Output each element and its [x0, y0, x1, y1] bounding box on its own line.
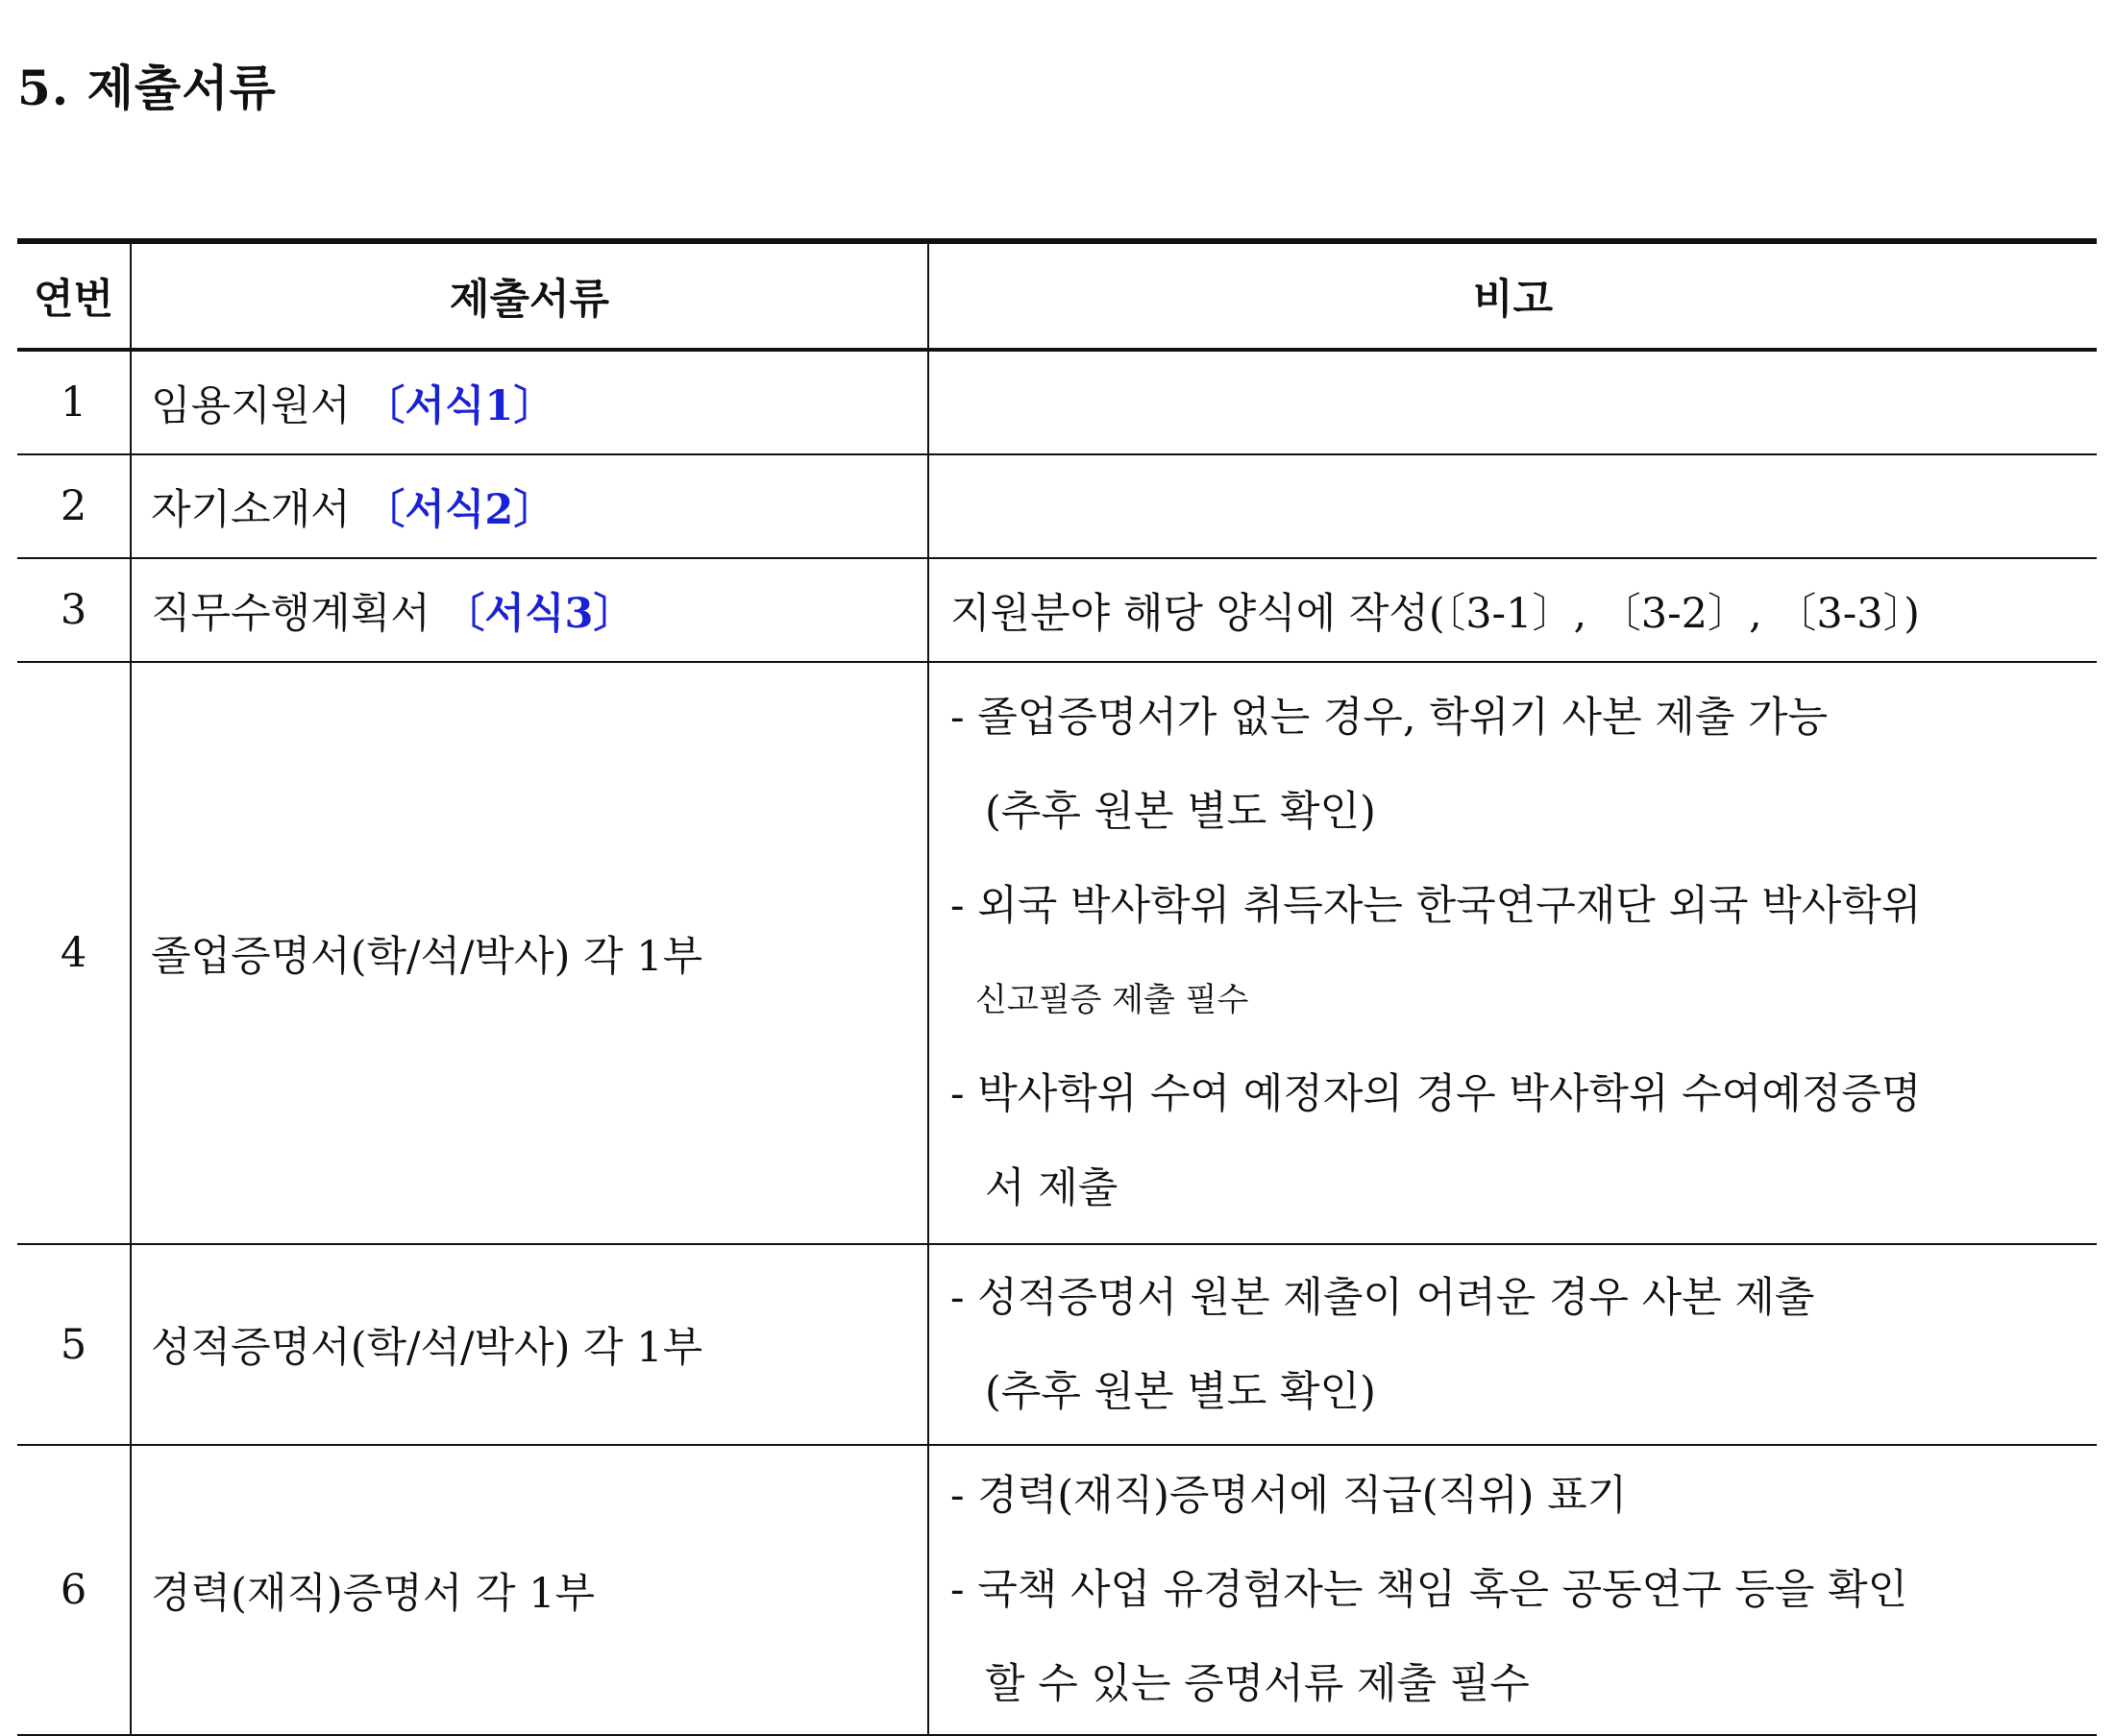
document-name: 임용지원서	[151, 381, 364, 430]
document-cell	[131, 1244, 928, 1445]
table-row	[17, 662, 2097, 1244]
section-title: 5. 제출서류	[17, 60, 277, 116]
note-line: - 박사학위 수여 예정자의 경우 박사학위 수여예정증명	[950, 1070, 1922, 1118]
header-no: 연번	[17, 241, 131, 350]
row-number: 2	[17, 454, 131, 558]
note-cell	[928, 350, 2097, 454]
note-line: - 외국 박사학위 취득자는 한국연구재단 외국 박사학위	[950, 882, 1922, 930]
document-name: 성적증명서(학/석/박사) 각 1부	[151, 1324, 703, 1372]
document-name: 경력(재직)증명서 각 1부	[151, 1569, 596, 1618]
row-number: 3	[17, 558, 131, 662]
note-cell	[928, 454, 2097, 558]
note-line: - 성적증명서 원본 제출이 어려운 경우 사본 제출	[950, 1273, 1815, 1322]
note-line: - 국책 사업 유경험자는 책임 혹은 공동연구 등을 확인	[950, 1566, 1908, 1614]
header-note: 비고	[928, 241, 2097, 350]
form-reference: 〔서식2〕	[363, 485, 555, 534]
table-row	[17, 1244, 2097, 1445]
document-name: 졸업증명서(학/석/박사) 각 1부	[151, 932, 703, 981]
note-cell	[928, 1445, 2097, 1735]
form-reference: 〔서식3〕	[443, 589, 635, 638]
table-row	[17, 350, 2097, 454]
document-name: 자기소개서	[151, 485, 364, 534]
note-line: - 졸업증명서가 없는 경우, 학위기 사본 제출 가능	[950, 694, 1829, 742]
document-name: 직무수행계획서	[151, 589, 444, 638]
table-row	[17, 454, 2097, 558]
header-document: 제출서류	[131, 241, 928, 350]
note-line: (추후 원본 별도 확인)	[985, 1367, 1376, 1416]
document-cell	[131, 350, 928, 454]
table-row	[17, 558, 2097, 662]
note-cell	[928, 662, 2097, 1244]
note-line: 서 제출	[985, 1164, 1118, 1212]
table-header-row	[17, 241, 2097, 350]
row-number: 4	[17, 662, 131, 1244]
document-cell	[131, 558, 928, 662]
note-line: 신고필증 제출 필수	[975, 981, 1249, 1019]
document-cell	[131, 1445, 928, 1735]
note-cell	[928, 1244, 2097, 1445]
note-cell	[928, 558, 2097, 662]
row-number: 6	[17, 1445, 131, 1735]
note-text: 지원분야 해당 양식에 작성(〔3-1〕, 〔3-2〕, 〔3-3〕)	[950, 589, 1920, 638]
document-cell	[131, 662, 928, 1244]
note-line: - 경력(재직)증명서에 직급(직위) 표기	[950, 1472, 1628, 1520]
row-number: 5	[17, 1244, 131, 1445]
table-row	[17, 1445, 2097, 1735]
form-reference: 〔서식1〕	[363, 381, 555, 430]
row-number: 1	[17, 350, 131, 454]
note-line: 할 수 있는 증명서류 제출 필수	[985, 1660, 1530, 1708]
document-cell	[131, 454, 928, 558]
note-line: (추후 원본 별도 확인)	[985, 788, 1376, 836]
documents-table	[17, 238, 2097, 1736]
